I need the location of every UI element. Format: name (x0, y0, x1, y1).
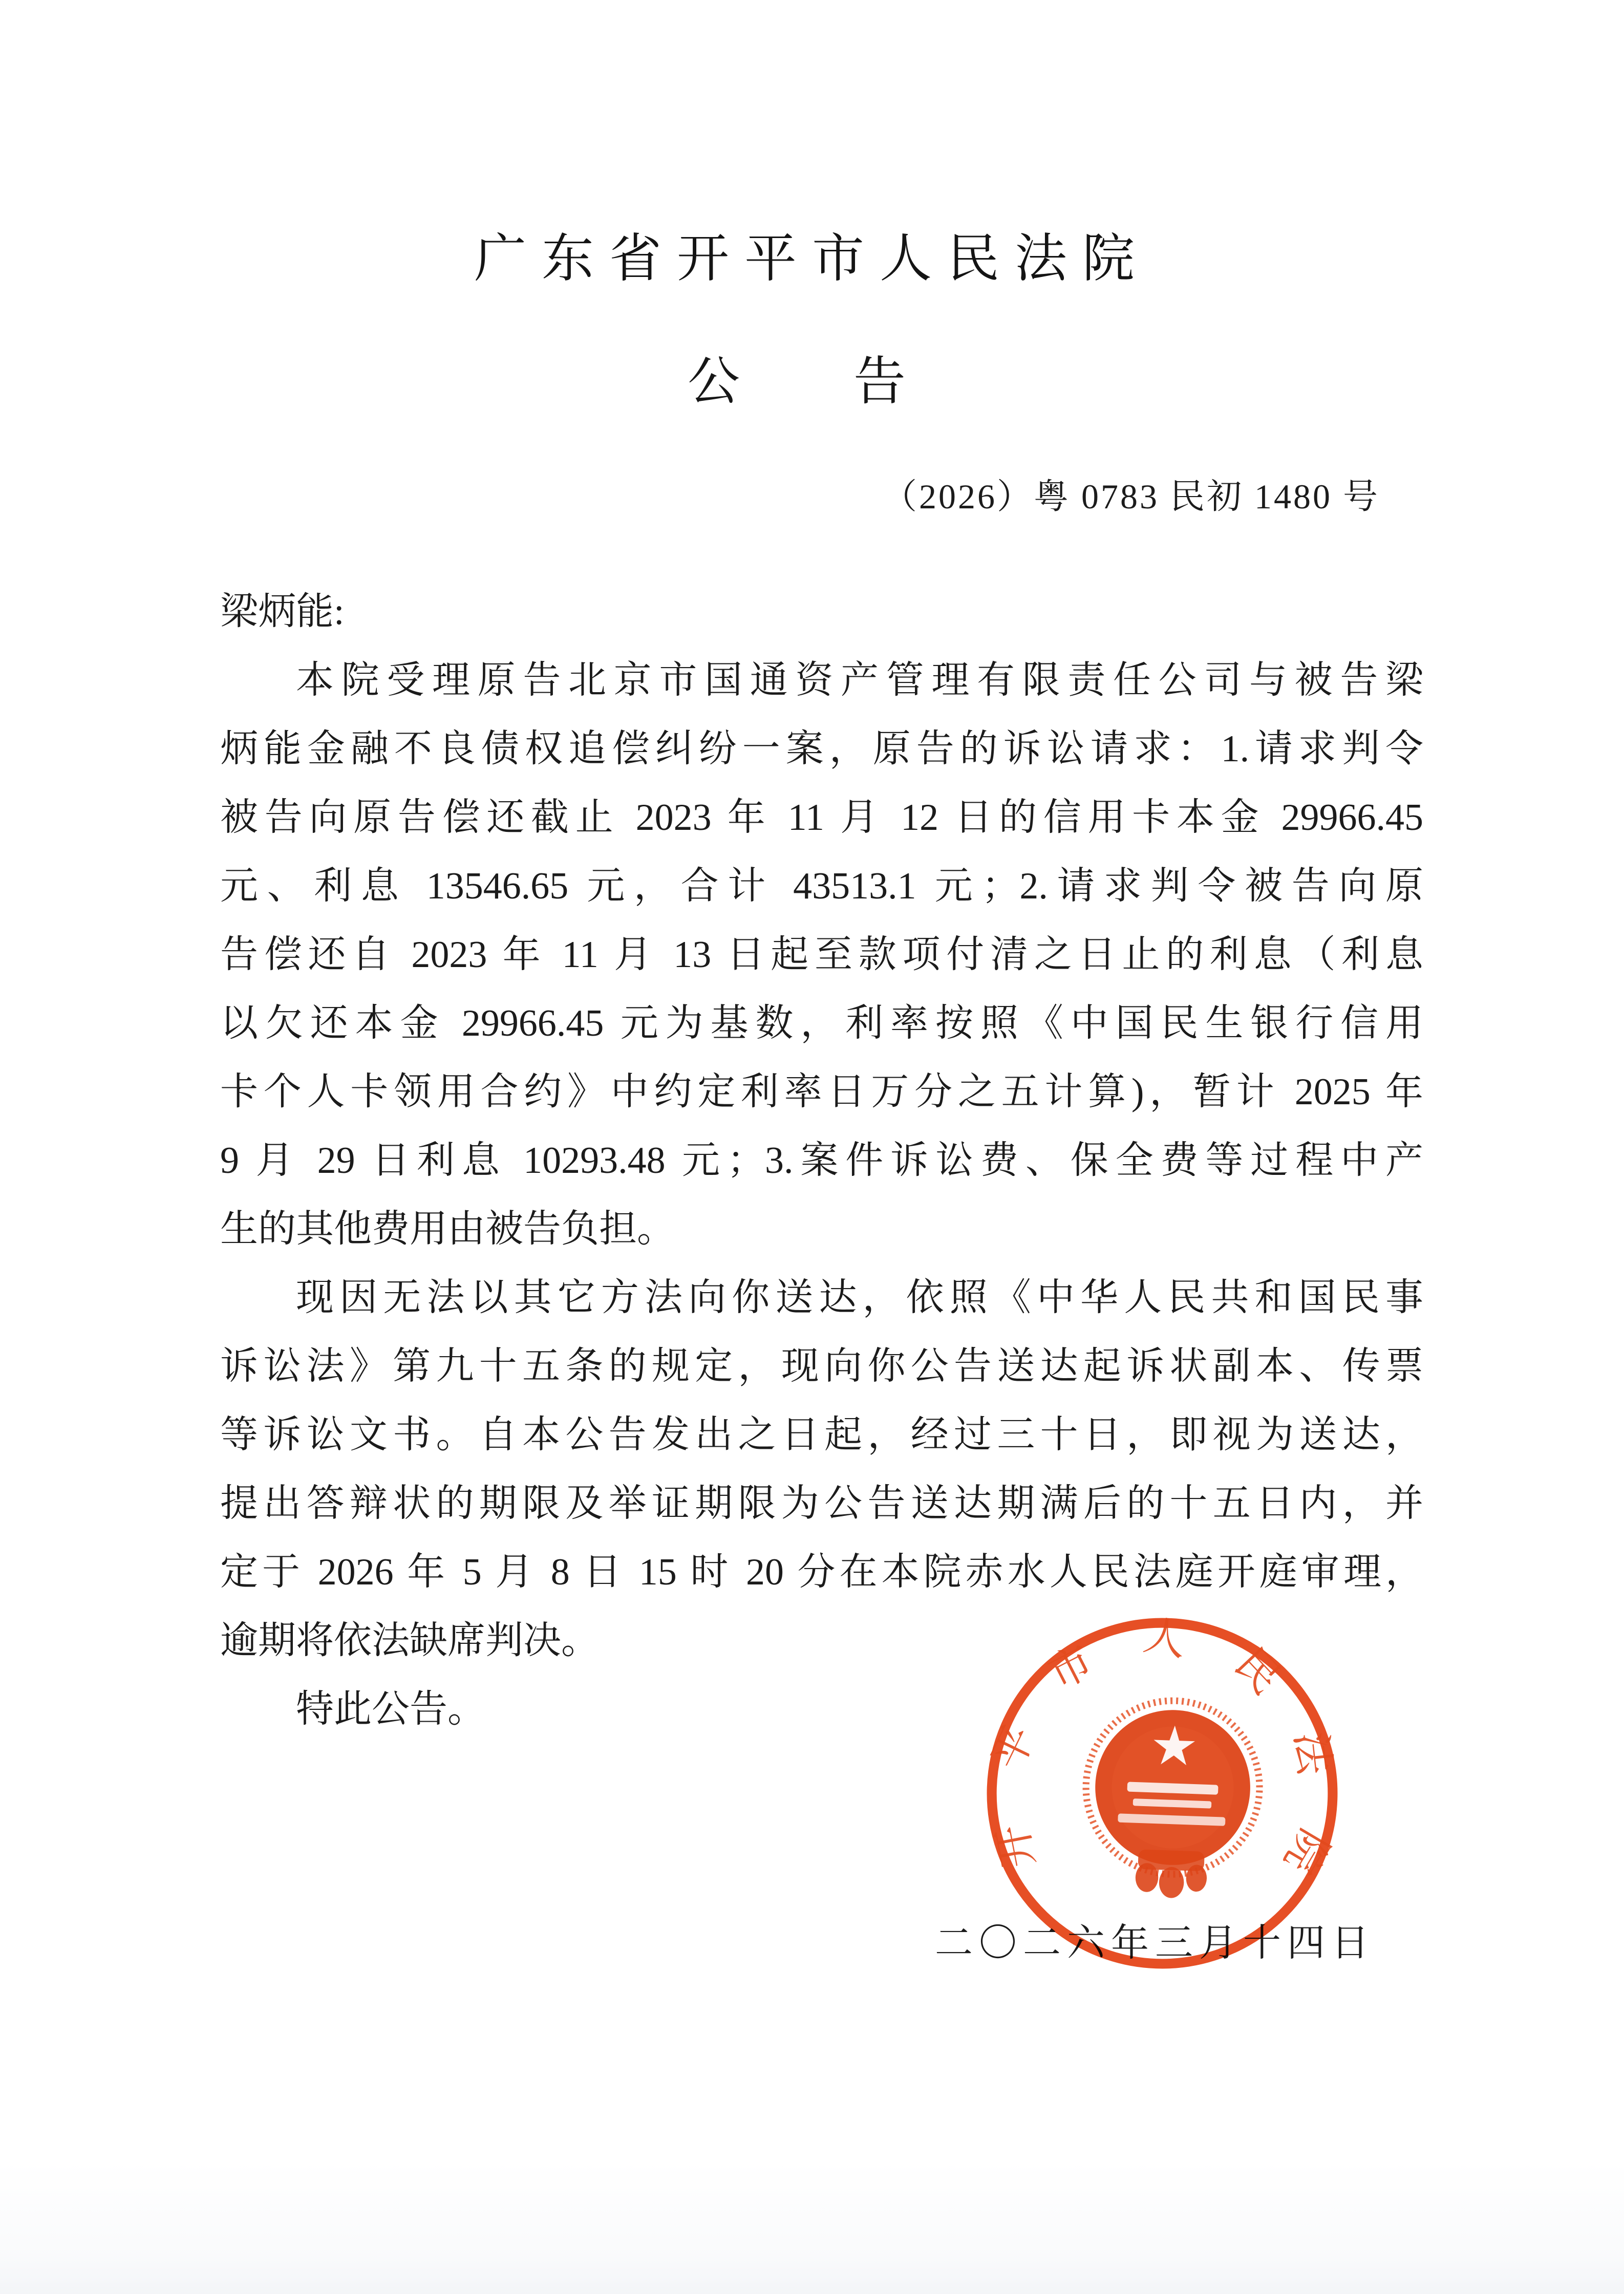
court-seal (979, 1611, 1345, 1976)
case-number: （2026）粤 0783 民初 1480 号 (882, 477, 1380, 516)
body-line: 生的其他费用由被告负担。 (220, 1208, 675, 1250)
body-line: 以欠还本金 29966.45 元为基数，利率按照《中国民生银行信用 (220, 1002, 1423, 1044)
body-line: 特此公告。 (296, 1688, 485, 1730)
body-line: 被告向原告偿还截止 2023 年 11 月 12 日的信用卡本金 29966.45 (220, 797, 1423, 839)
body-line: 等诉讼文书。自本公告发出之日起，经过三十日，即视为送达， (220, 1414, 1423, 1456)
body-line: 告偿还自 2023 年 11 月 13 日起至款项付清之日止的利息（利息 (220, 934, 1423, 976)
body-text (220, 577, 1423, 1744)
body-line: 逾期将依法缺席判决。 (220, 1620, 599, 1662)
body-line: 9 月 29 日利息 10293.48 元；3.案件诉讼费、保全费等过程中产 (220, 1140, 1423, 1182)
body-line: 现因无法以其它方法向你送达，依照《中华人民共和国民事 (296, 1277, 1423, 1319)
national-emblem-icon (1082, 1698, 1263, 1901)
body-line: 诉讼法》第九十五条的规定，现向你公告送达起诉状副本、传票 (220, 1345, 1423, 1387)
court-name-title: 广东省开平市人民法院 (474, 230, 1150, 288)
body-line: 元、利息 13546.65 元，合计 43513.1 元；2.请求判令被告向原 (220, 865, 1423, 907)
doc-title: 公 告 (688, 353, 936, 411)
recipient-line: 梁炳能: (220, 591, 345, 633)
body-line: 定于 2026 年 5 月 8 日 15 时 20 分在本院赤水人民法庭开庭审理， (220, 1551, 1423, 1593)
body-line: 卡个人卡领用合约》中约定利率日万分之五计算)，暂计 2025 年 (220, 1071, 1423, 1113)
body-line: 炳能金融不良债权追偿纠纷一案，原告的诉讼请求：1.请求判令 (220, 728, 1423, 770)
court-seal-graphic (979, 1611, 1345, 1976)
seal-arc-text: 开平市人民法院 (979, 1611, 1343, 1923)
issue-date: 二〇二六年三月十四日 (935, 1922, 1375, 1964)
body-line: 本院受理原告北京市国通资产管理有限责任公司与被告梁 (296, 659, 1423, 701)
body-line: 提出答辩状的期限及举证期限为公告送达期满后的十五日内，并 (220, 1483, 1423, 1525)
